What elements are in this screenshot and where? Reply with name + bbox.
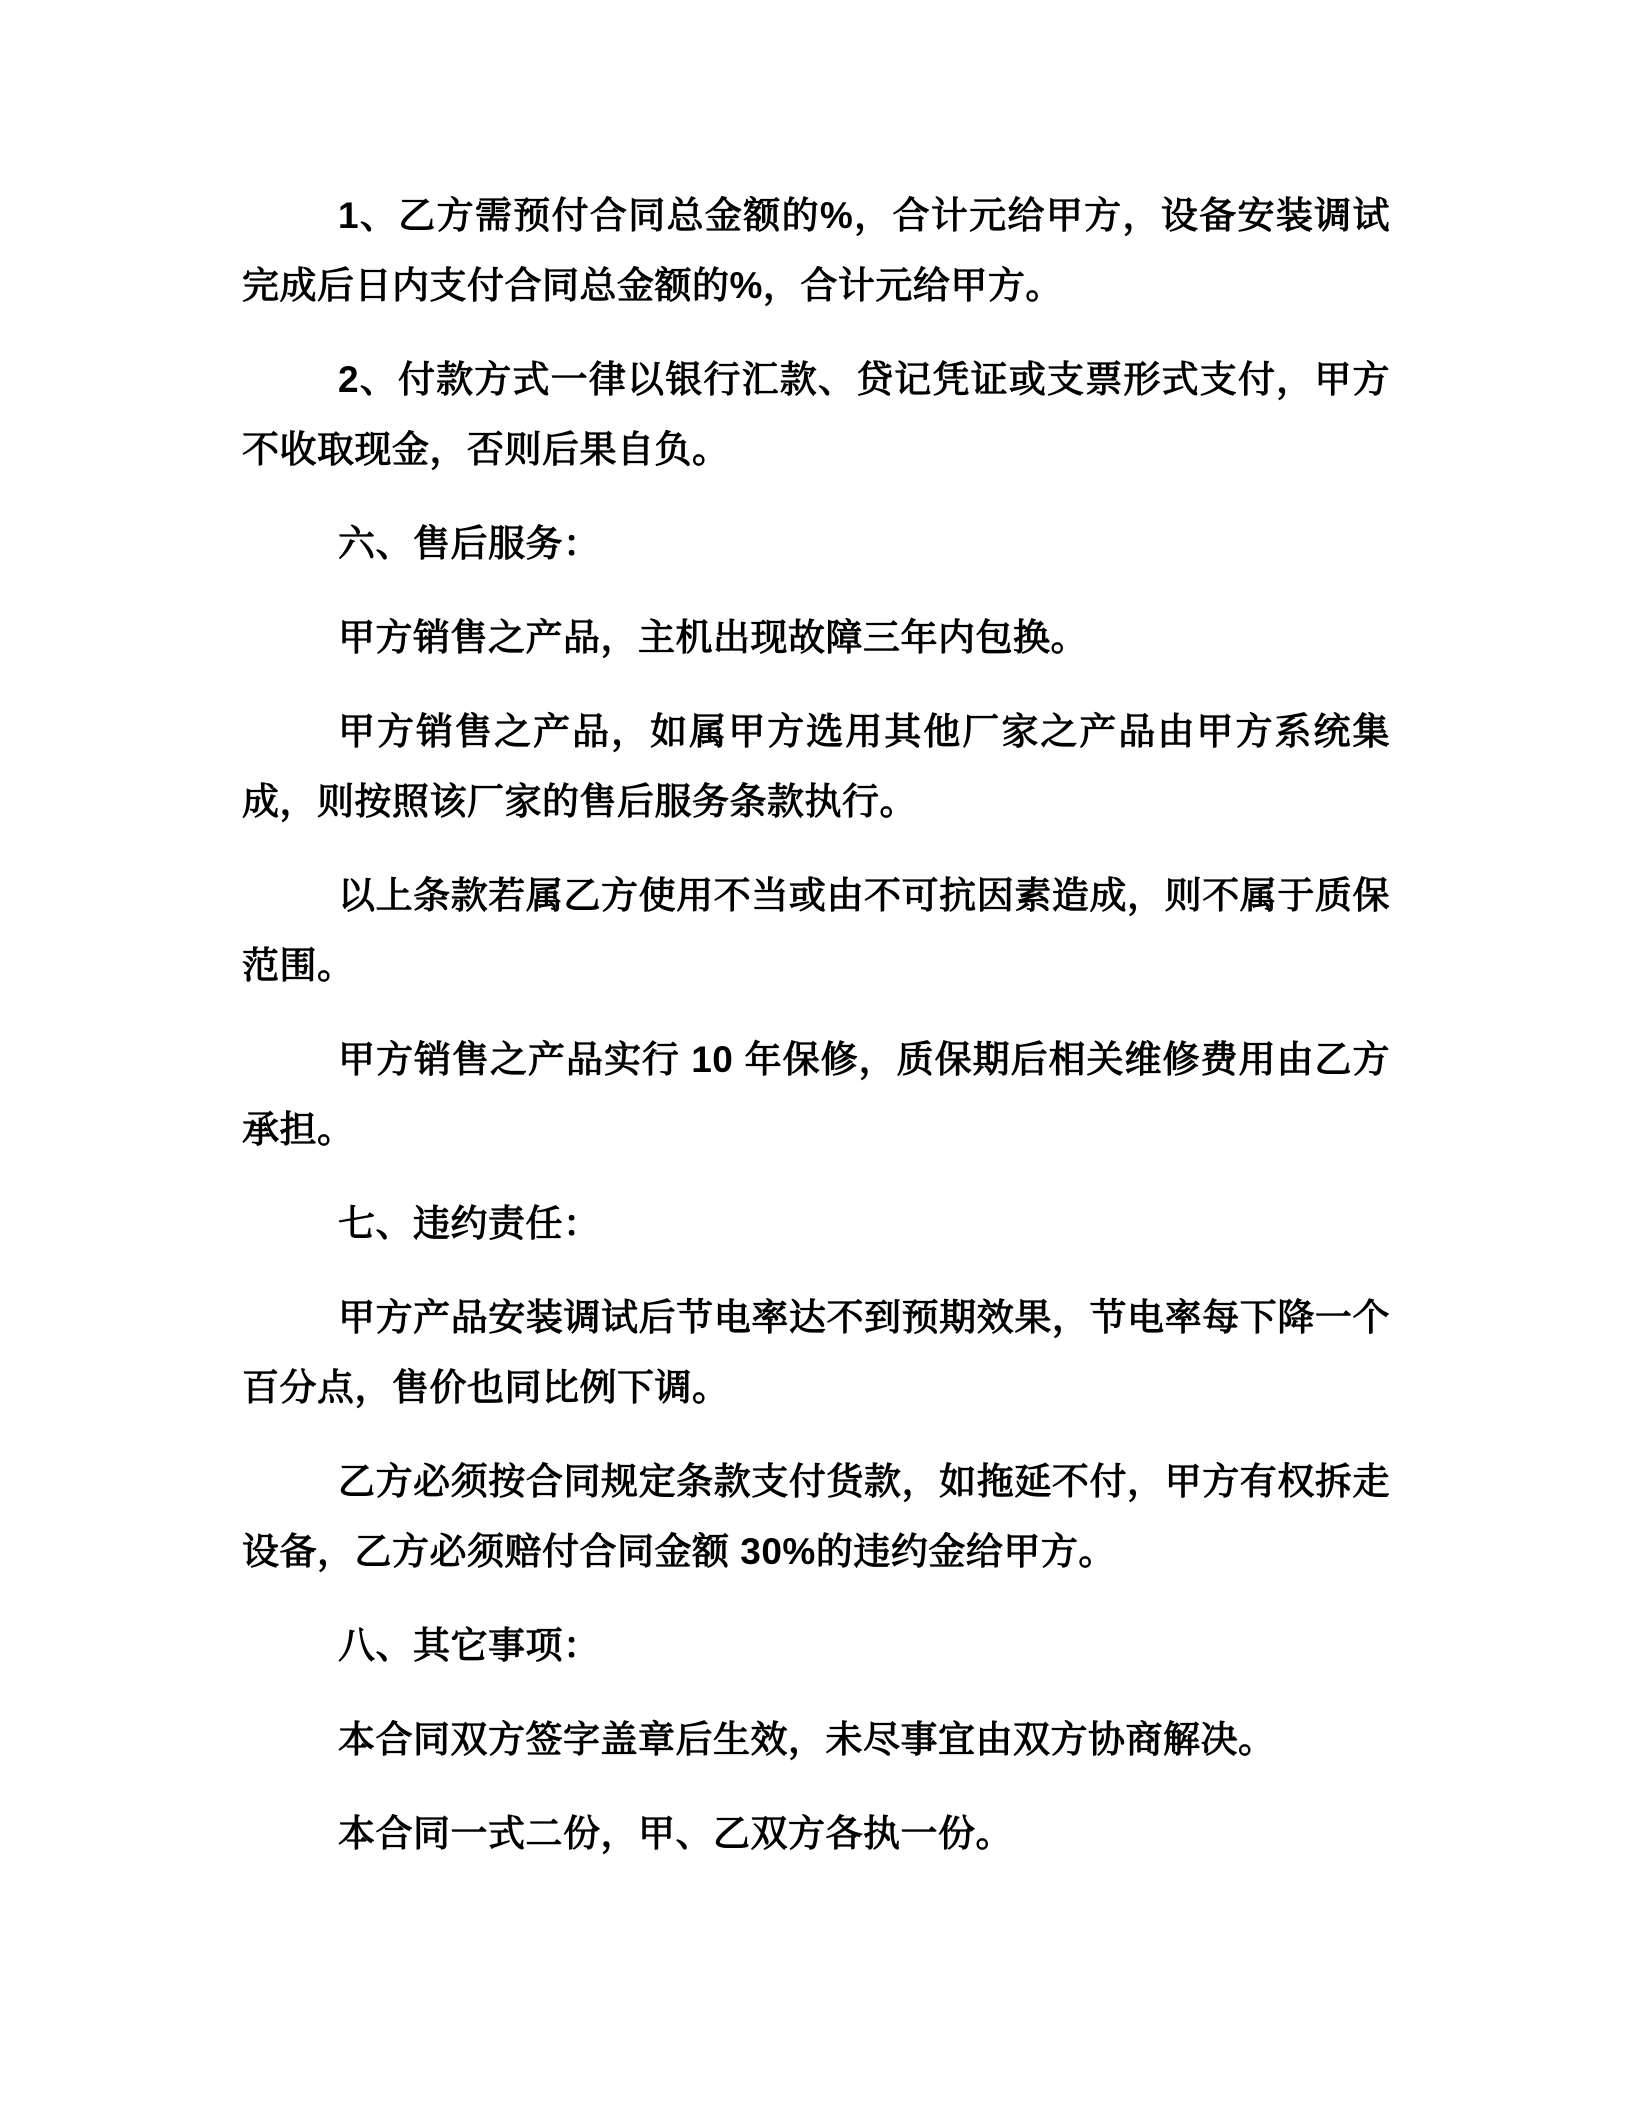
heading-breach-liability: 七、违约责任： <box>338 1203 601 1244</box>
heading-other-matters: 八、其它事项： <box>338 1625 601 1666</box>
clause-copies: 本合同一式二份，甲、乙双方各执一份。 <box>338 1813 1013 1854</box>
clause-ten-year-warranty: 甲方销售之产品实行 10 年保修，质保期后相关维修费用由乙方承担。 <box>242 1039 1390 1150</box>
clause-prepayment: 1、乙方需预付合同总金额的%，合计元给甲方，设备安装调试完成后日内支付合同总金额的%，合计元给甲方。 <box>242 195 1390 306</box>
clause-third-party: 甲方销售之产品，如属甲方选用其他厂家之产品由甲方系统集成，则按照该厂家的售后服务条款执行。 <box>242 711 1390 822</box>
contract-body <box>242 181 1390 1869</box>
clause-warranty-exclusion: 以上条款若属乙方使用不当或由不可抗因素造成，则不属于质保范围。 <box>242 875 1390 986</box>
clause-payment-method: 2、付款方式一律以银行汇款、贷记凭证或支票形式支付，甲方不收取现金，否则后果自负。 <box>242 359 1390 470</box>
heading-after-sales: 六、售后服务： <box>338 523 601 564</box>
clause-effectiveness: 本合同双方签字盖章后生效，未尽事宜由双方协商解决。 <box>338 1719 1276 1760</box>
clause-host-replacement: 甲方销售之产品，主机出现故障三年内包换。 <box>338 617 1088 658</box>
clause-power-saving-rate: 甲方产品安装调试后节电率达不到预期效果，节电率每下降一个百分点，售价也同比例下调。 <box>242 1297 1390 1408</box>
clause-overdue-payment: 乙方必须按合同规定条款支付货款，如拖延不付，甲方有权拆走设备，乙方必须赔付合同金额 30%的违约金给甲方。 <box>242 1461 1390 1572</box>
